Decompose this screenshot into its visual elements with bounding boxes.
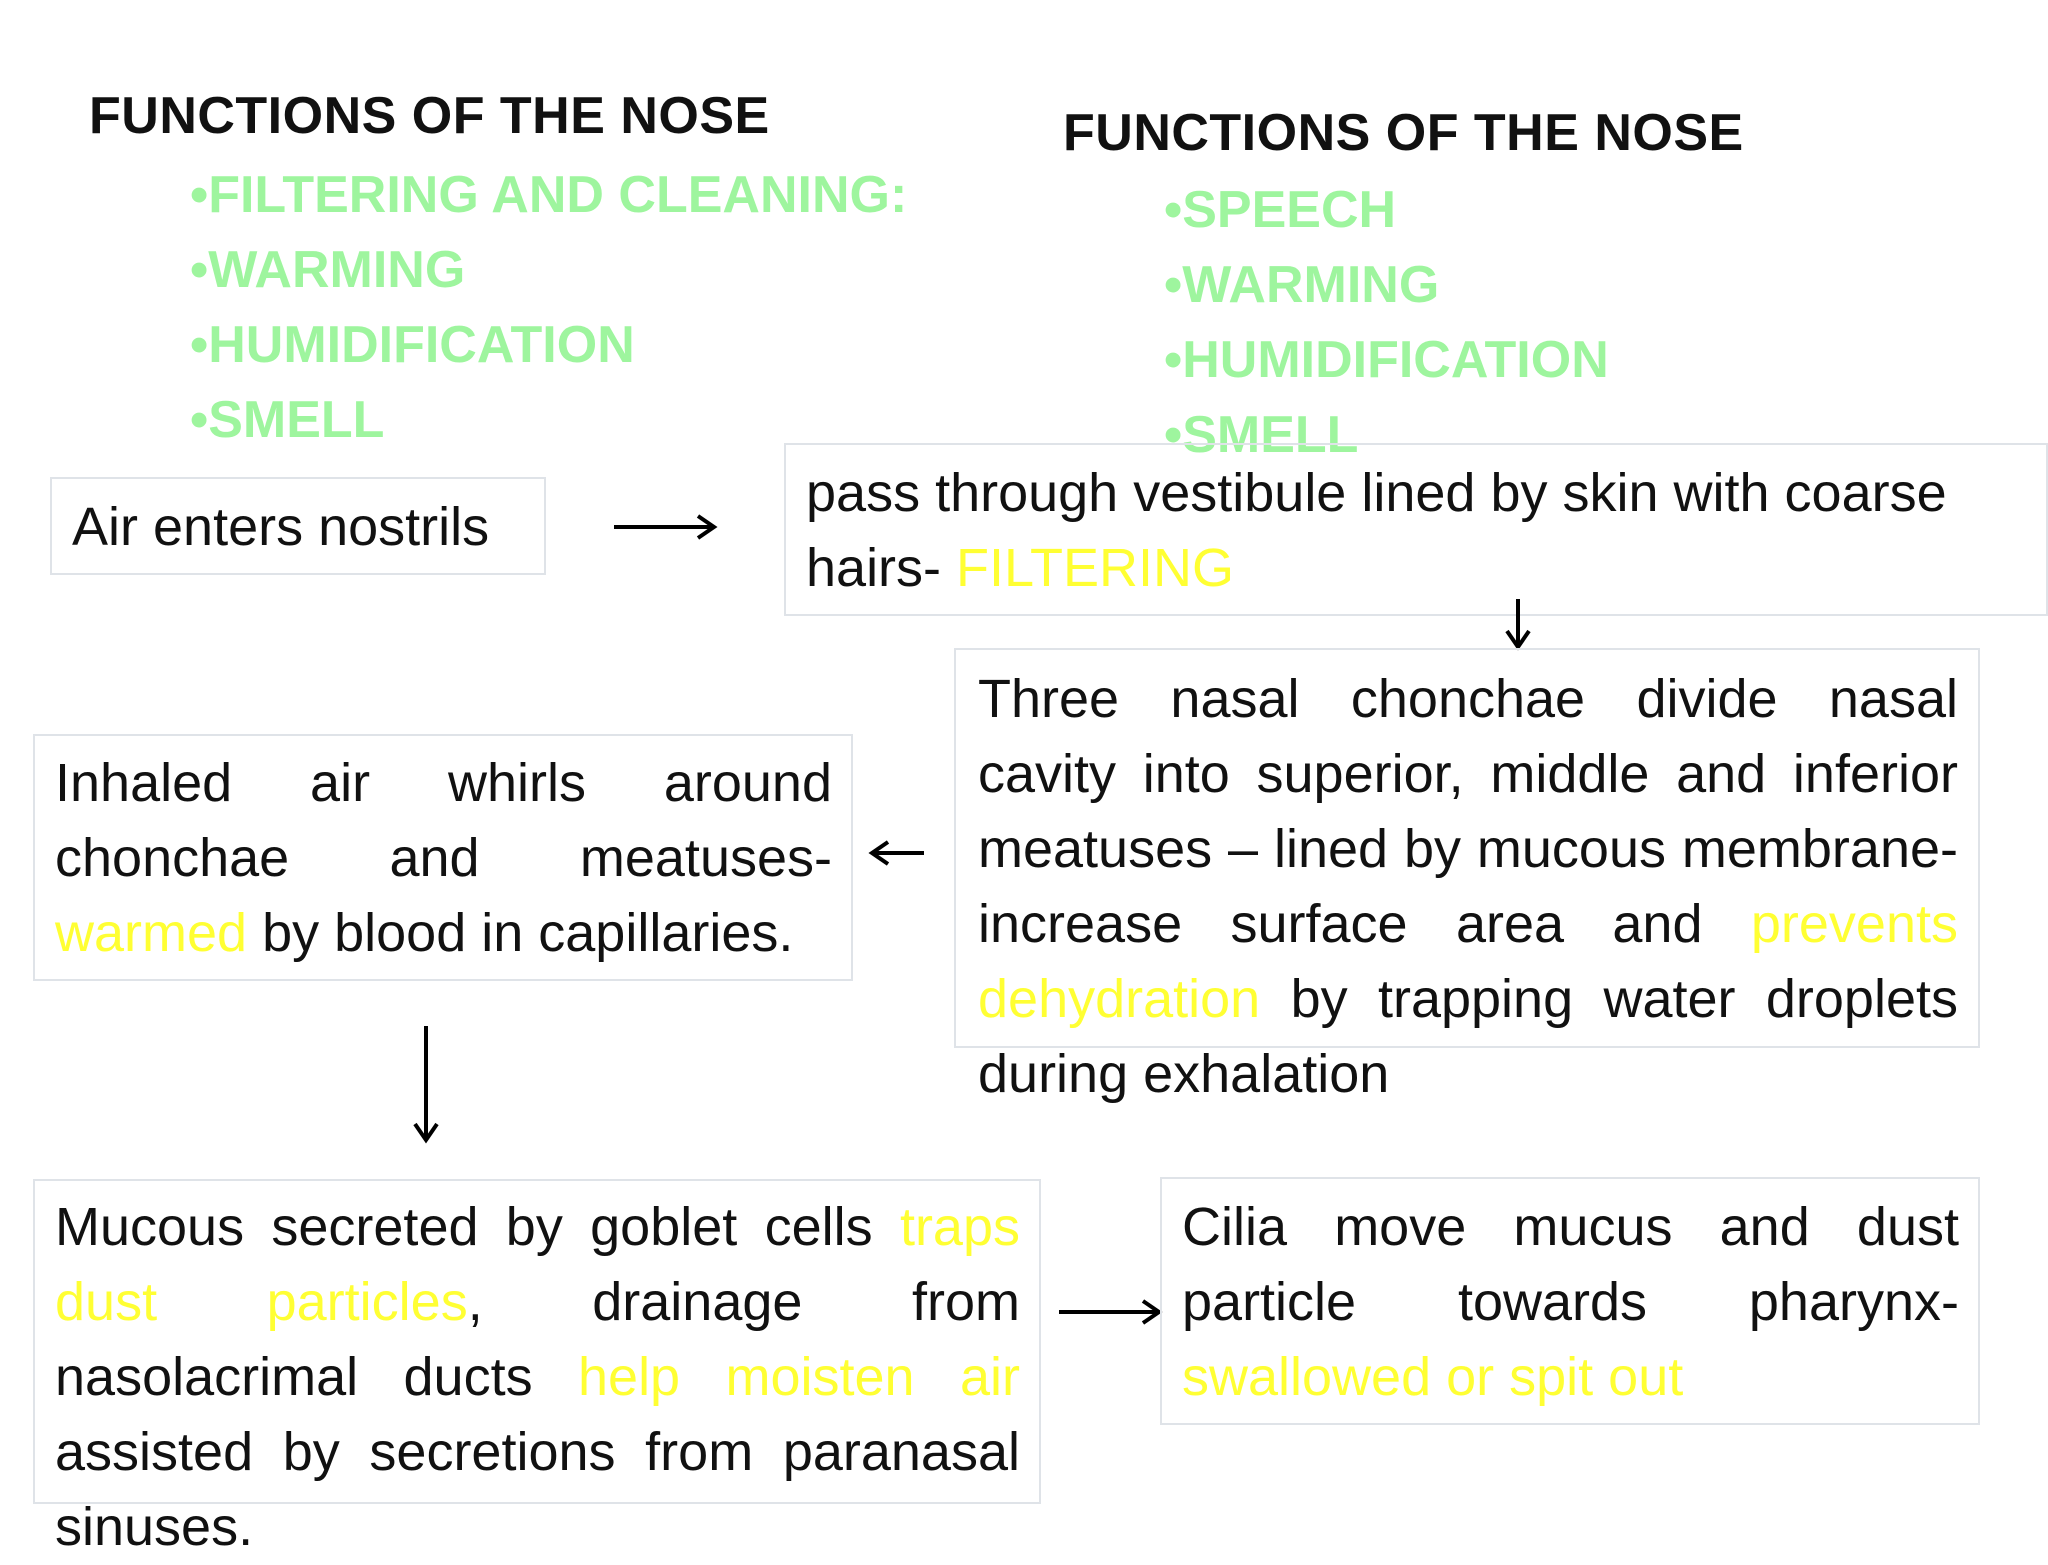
step6-text-before: Cilia move mucus and dust particle towards pharynx-: [1182, 1197, 1959, 1332]
step3-text: [978, 662, 1958, 1112]
step3-text-after: by trapping water droplets during exhalation: [978, 969, 1958, 1104]
step3-highlight: prevents dehydration: [978, 894, 1958, 1029]
step4-text: [55, 746, 832, 971]
step4-text-after: by blood in capillaries.: [247, 903, 794, 963]
step5-text: [55, 1190, 1020, 1565]
step6-highlight: swallowed or spit out: [1182, 1347, 1684, 1407]
step5-highlight-2: help moisten air: [578, 1347, 1020, 1407]
arrow-down-icon: [411, 1024, 441, 1144]
arrow-right-icon: [1055, 1297, 1165, 1327]
step6-text: [1182, 1190, 1959, 1415]
left-bullet-item: • SMELL: [190, 383, 907, 458]
step3-text-before: Three nasal chonchae divide nasal cavity into superior, middle and inferior meatuses – lined by mucous membrane-increase surface area and: [978, 669, 1958, 954]
step2-text: [806, 456, 2036, 606]
step5-highlight-1: traps dust particles: [55, 1197, 1020, 1332]
right-heading: FUNCTIONS OF THE NOSE: [1063, 104, 1744, 162]
right-bullet-item: • SPEECH: [1164, 173, 1609, 248]
arrow-left-icon: [868, 838, 928, 868]
left-bullet-item: • FILTERING AND CLEANING:: [190, 158, 907, 233]
step2-highlight: FILTERING: [956, 538, 1235, 598]
arrow-down-icon: [1503, 597, 1533, 652]
left-bullet-item: • HUMIDIFICATION: [190, 308, 907, 383]
step5-text-middle: , drainage from nasolacrimal ducts: [55, 1272, 1020, 1407]
step5-text-after: assisted by secretions from paranasal sinuses.: [55, 1422, 1020, 1557]
step1-text: Air enters nostrils: [72, 497, 490, 557]
left-bullet-list: [190, 158, 907, 458]
right-bullet-item: • SMELL: [1164, 398, 1609, 473]
left-heading: FUNCTIONS OF THE NOSE: [89, 87, 770, 145]
right-bullet-list: [1164, 173, 1609, 473]
step4-highlight: warmed: [55, 903, 248, 963]
step4-text-before: Inhaled air whirls around chonchae and meatuses-: [55, 753, 832, 888]
arrow-right-icon: [610, 512, 720, 542]
left-bullet-item: • WARMING: [190, 233, 907, 308]
right-bullet-item: • WARMING: [1164, 248, 1609, 323]
step2-main-text: pass through vestibule lined by skin with coarse hairs-: [806, 463, 1947, 598]
step5-text-before: Mucous secreted by goblet cells: [55, 1197, 900, 1257]
right-bullet-item: • HUMIDIFICATION: [1164, 323, 1609, 398]
